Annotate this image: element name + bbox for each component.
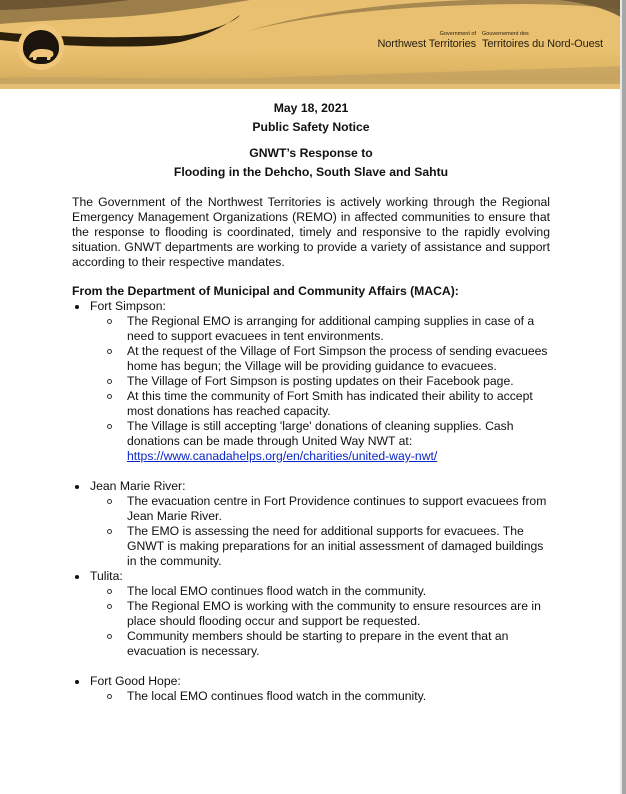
community-jean-marie-river [72, 479, 550, 569]
list-item: The EMO is assessing the need for additional supports for evacuees. The GNWT is making preparations for an initial assessment of damaged buildings in the community. [127, 524, 550, 569]
document-date: May 18, 2021 [273, 101, 349, 115]
list-item: The Village of Fort Simpson is posting updates on their Facebook page. [127, 374, 550, 389]
community-updates [90, 689, 550, 704]
list-item: At the request of the Village of Fort Simpson the process of sending evacuees home has begun; the Village will be providing guidance to evacuees. [127, 344, 550, 374]
community-updates [90, 494, 550, 569]
list-item: At this time the community of Fort Smith has indicated their ability to accept most donations has reached capacity. [127, 389, 550, 419]
gov-fr-large: Territoires du Nord-Ouest [482, 38, 603, 50]
document-body [72, 98, 550, 704]
list-item: Community members should be starting to prepare in the event that an evacuation is necessary. [127, 629, 550, 659]
page-edge-border [622, 0, 626, 794]
list-item: The local EMO continues flood watch in the community. [127, 689, 550, 704]
community-fort-good-hope [72, 674, 550, 704]
community-tulita [72, 569, 550, 674]
gov-en-small: Government of [439, 31, 476, 37]
gnwt-logo [18, 24, 64, 70]
community-name: Fort Good Hope: [90, 674, 181, 688]
document-title-line1: GNWT’s Response to [249, 146, 373, 160]
gov-name-french [482, 31, 603, 50]
gov-name-english [377, 31, 476, 50]
community-name: Jean Marie River: [90, 479, 186, 493]
department-heading: From the Department of Municipal and Community Affairs (MACA): [72, 284, 459, 298]
united-way-donation-link[interactable]: https://www.canadahelps.org/en/charities/united-way-nwt/ [127, 449, 438, 463]
list-item: The Regional EMO is working with the community to ensure resources are in place should flooding occur and support be requested. [127, 599, 550, 629]
list-item: The evacuation centre in Fort Providence continues to support evacuees from Jean Marie River. [127, 494, 550, 524]
list-item: The Regional EMO is arranging for additional camping supplies in case of a need to support evacuees in tent environments. [127, 314, 550, 344]
community-fort-simpson [72, 299, 550, 479]
header-banner [0, 0, 622, 89]
community-updates [90, 314, 550, 464]
intro-paragraph: The Government of the Northwest Territories is actively working through the Regional Emergency Management Organizations (REMO) in affected communities to ensure that the response to flooding is coordinated, timely and responsive to the rapidly evolving situation. GNWT departments are working to provide a variety of assistance and support according to their respective mandates. [72, 195, 550, 269]
gov-fr-small: Gouvernement des [482, 31, 529, 37]
community-name: Fort Simpson: [90, 299, 166, 313]
list-item: The local EMO continues flood watch in the community. [127, 584, 550, 599]
list-item [127, 419, 550, 464]
community-updates [90, 584, 550, 659]
community-name: Tulita: [90, 569, 123, 583]
community-list [72, 299, 550, 704]
list-item-text: The Village is still accepting 'large' donations of cleaning supplies. Cash donations can be made through United Way NWT at: [127, 419, 514, 448]
gov-en-large: Northwest Territories [377, 38, 476, 50]
document-title-line2: Flooding in the Dehcho, South Slave and Sahtu [173, 165, 449, 179]
notice-type: Public Safety Notice [252, 120, 370, 134]
polar-bear-logo-icon [23, 30, 59, 64]
